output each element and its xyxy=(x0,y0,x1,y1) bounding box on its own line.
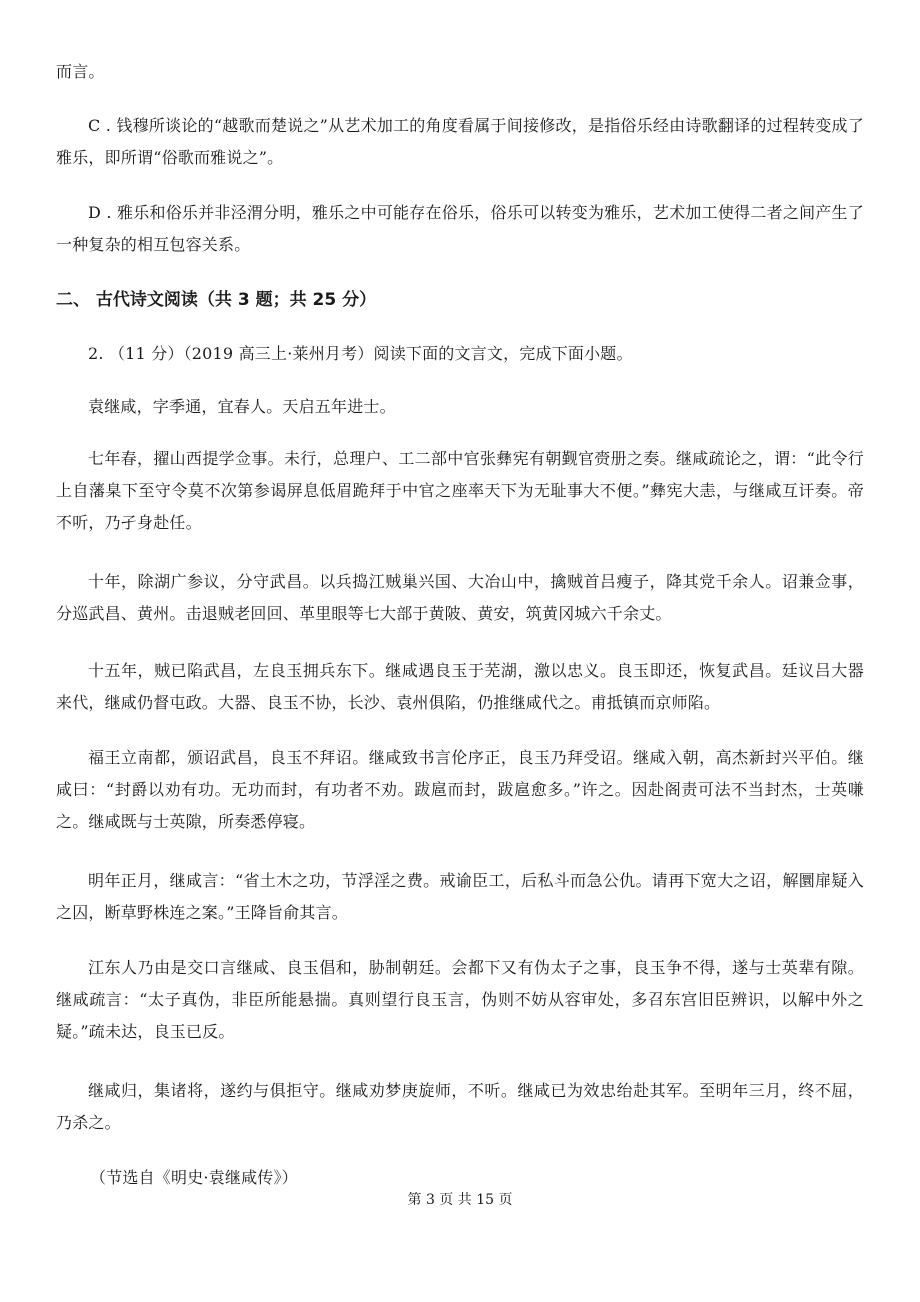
passage-paragraph-2: 七年春，擢山西提学佥事。未行，总理户、工二部中官张彝宪有朝觐官赍册之奏。继咸疏论之，谓：“此令行上自藩臬下至守令莫不次第参谒屏息低眉跪拜于中官之座率天下为无耻事大不便。”彝宪大恚，与继咸互讦奏。帝不听，乃孑身赴任。 xyxy=(56,449,864,532)
section-heading: 二、 古代诗文阅读（共 3 题；共 25 分） xyxy=(56,290,377,310)
option-d: D . 雅乐和俗乐并非泾渭分明，雅乐之中可能存在俗乐，俗乐可以转变为雅乐，艺术加工使得二者之间产生了一种复杂的相互包容关系。 xyxy=(56,203,864,254)
passage-paragraph-4: 十五年，贼已陷武昌，左良玉拥兵东下。继咸遇良玉于芜湖，激以忠义。良玉即还，恢复武昌。廷议吕大器来代，继咸仍督屯政。大器、良玉不协，长沙、袁州俱陷，仍推继咸代之。甫抵镇而京师陷。 xyxy=(56,661,864,712)
question-header: 2. （11 分）（2019 高三上·莱州月考）阅读下面的文言文，完成下面小题。 xyxy=(88,344,633,363)
passage-paragraph-5: 福王立南都，颁诏武昌，良玉不拜诏。继咸致书言伦序正，良玉乃拜受诏。继咸入朝，高杰新封兴平伯。继咸曰：“封爵以劝有功。无功而封，有功者不劝。跋扈而封，跋扈愈多。”许之。因赴阁责可法不当封杰，士英嗛之。继咸既与士英隙，所奏悉停寝。 xyxy=(56,748,864,831)
passage-paragraph-8: 继咸归，集诸将，遂约与俱拒守。继咸劝梦庚旋师，不听。继咸已为效忠绐赴其军。至明年三月，终不屈，乃杀之。 xyxy=(56,1081,864,1132)
page-footer: 第 3 页 共 15 页 xyxy=(407,1192,513,1208)
passage-paragraph-6: 明年正月，继咸言：“省土木之功，节浮淫之费。戒谕臣工，后私斗而急公仇。请再下宽大之诏，解圜扉疑入之囚，断草野株连之案。”王降旨俞其言。 xyxy=(56,871,864,922)
paragraph-continuation: 而言。 xyxy=(56,62,105,81)
passage-paragraph-7: 江东人乃由是交口言继咸、良玉倡和，胁制朝廷。会都下又有伪太子之事，良玉争不得，遂与士英辈有隙。继咸疏言：“太子真伪，非臣所能悬揣。真则望行良玉言，伪则不妨从容审处，多召东宫旧臣辨识，以解中外之疑。”疏未达，良玉已反。 xyxy=(56,958,864,1041)
option-c: C . 钱穆所谈论的“越歌而楚说之”从艺术加工的角度看属于间接修改，是指俗乐经由诗歌翻译的过程转变成了雅乐，即所谓“俗歌而雅说之”。 xyxy=(56,116,864,167)
passage-paragraph-1: 袁继咸，字季通，宜春人。天启五年进士。 xyxy=(88,397,396,416)
passage-source: （节选自《明史·袁继咸传》） xyxy=(90,1168,298,1187)
passage-paragraph-3: 十年，除湖广参议，分守武昌。以兵捣江贼巢兴国、大冶山中，擒贼首吕瘦子，降其党千余人。诏兼佥事，分巡武昌、黄州。击退贼老回回、革里眼等七大部于黄陂、黄安，筑黄冈城六千余丈。 xyxy=(56,572,864,623)
